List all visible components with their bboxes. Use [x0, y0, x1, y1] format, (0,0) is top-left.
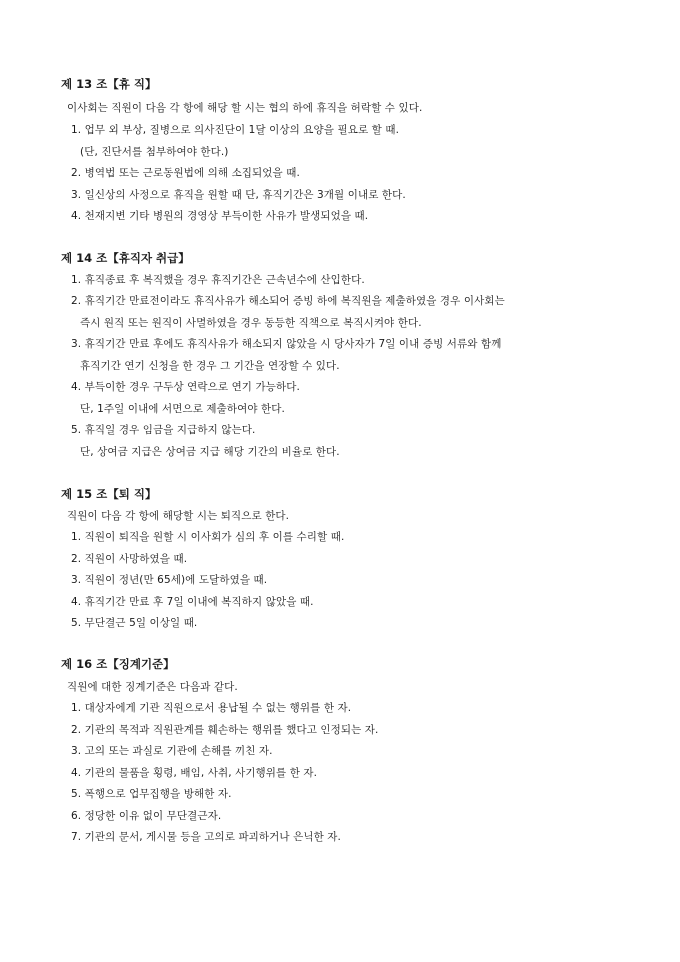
article-15-item-2: 2. 직원이 사망하였을 때.: [71, 553, 188, 565]
article-13-item-2: 2. 병역법 또는 근로동원법에 의해 소집되었을 때.: [71, 167, 300, 179]
article-16-item-3: 3. 고의 또는 과실로 기관에 손해를 끼친 자.: [71, 745, 273, 757]
article-14-item-3: 3. 휴직기간 만료 후에도 휴직사유가 해소되지 않았을 시 당사자가 7일 이내 증빙 서류와 함께: [71, 338, 502, 350]
article-14-item-2-cont: 즉시 원직 또는 원직이 사멸하였을 경우 동등한 직책으로 복직시켜야 한다.: [80, 317, 422, 329]
article-15-item-1: 1. 직원이 퇴직을 원할 시 이사회가 심의 후 이를 수리할 때.: [71, 531, 345, 543]
article-16-item-2: 2. 기관의 목적과 직원관계를 훼손하는 행위를 했다고 인정되는 자.: [71, 724, 379, 736]
article-15-item-5: 5. 무단결근 5일 이상일 때.: [71, 617, 198, 629]
article-13-item-4: 4. 천재지변 기타 병원의 경영상 부득이한 사유가 발생되었을 때.: [71, 210, 369, 222]
article-15-heading: 제 15 조【퇴 직】: [61, 487, 157, 501]
article-16-heading: 제 16 조【징계기준】: [61, 657, 175, 671]
article-14-item-2: 2. 휴직기간 만료전이라도 휴직사유가 해소되어 증빙 하에 복직원을 제출하였을 경우 이사회는: [71, 295, 505, 307]
article-13-intro: 이사회는 직원이 다음 각 항에 해당 할 시는 협의 하에 휴직을 허락할 수 있다.: [67, 102, 423, 114]
article-14-item-4-note: 단, 1주일 이내에 서면으로 제출하여야 한다.: [80, 403, 285, 415]
article-16-intro: 직원에 대한 징계기준은 다음과 같다.: [67, 681, 238, 693]
article-14-item-5: 5. 휴직일 경우 임금을 지급하지 않는다.: [71, 424, 256, 436]
article-16-item-5: 5. 폭행으로 업무집행을 방해한 자.: [71, 788, 232, 800]
article-16-item-7: 7. 기관의 문서, 게시물 등을 고의로 파괴하거나 은닉한 자.: [71, 831, 341, 843]
article-14-item-4: 4. 부득이한 경우 구두상 연락으로 연기 가능하다.: [71, 381, 300, 393]
article-15-item-3: 3. 직원이 정년(만 65세)에 도달하였을 때.: [71, 574, 268, 586]
article-13-item-1: 1. 업무 외 부상, 질병으로 의사진단이 1달 이상의 요양을 필요로 할 때.: [71, 124, 400, 136]
article-14-item-1: 1. 휴직종료 후 복직했을 경우 휴직기간은 근속년수에 산입한다.: [71, 274, 365, 286]
article-16-item-6: 6. 정당한 이유 없이 무단결근자.: [71, 810, 222, 822]
article-13-heading: 제 13 조【휴 직】: [61, 77, 157, 91]
article-15-item-4: 4. 휴직기간 만료 후 7일 이내에 복직하지 않았을 때.: [71, 596, 314, 608]
article-13-item-1-note: (단, 진단서를 첨부하여야 한다.): [80, 146, 229, 158]
article-16-item-1: 1. 대상자에게 기관 직원으로서 용납될 수 없는 행위를 한 자.: [71, 702, 352, 714]
article-13-item-3: 3. 일신상의 사정으로 휴직을 원할 때 단, 휴직기간은 3개월 이내로 한다.: [71, 189, 406, 201]
article-15-intro: 직원이 다음 각 항에 해당할 시는 퇴직으로 한다.: [67, 510, 290, 522]
article-14-item-3-cont: 휴직기간 연기 신청을 한 경우 그 기간을 연장할 수 있다.: [80, 360, 340, 372]
article-16-item-4: 4. 기관의 물품을 횡령, 배임, 사취, 사기행위를 한 자.: [71, 767, 318, 779]
article-14-item-5-note: 단, 상여금 지급은 상여금 지급 해당 기간의 비율로 한다.: [80, 446, 340, 458]
article-14-heading: 제 14 조【휴직자 취급】: [61, 251, 190, 265]
